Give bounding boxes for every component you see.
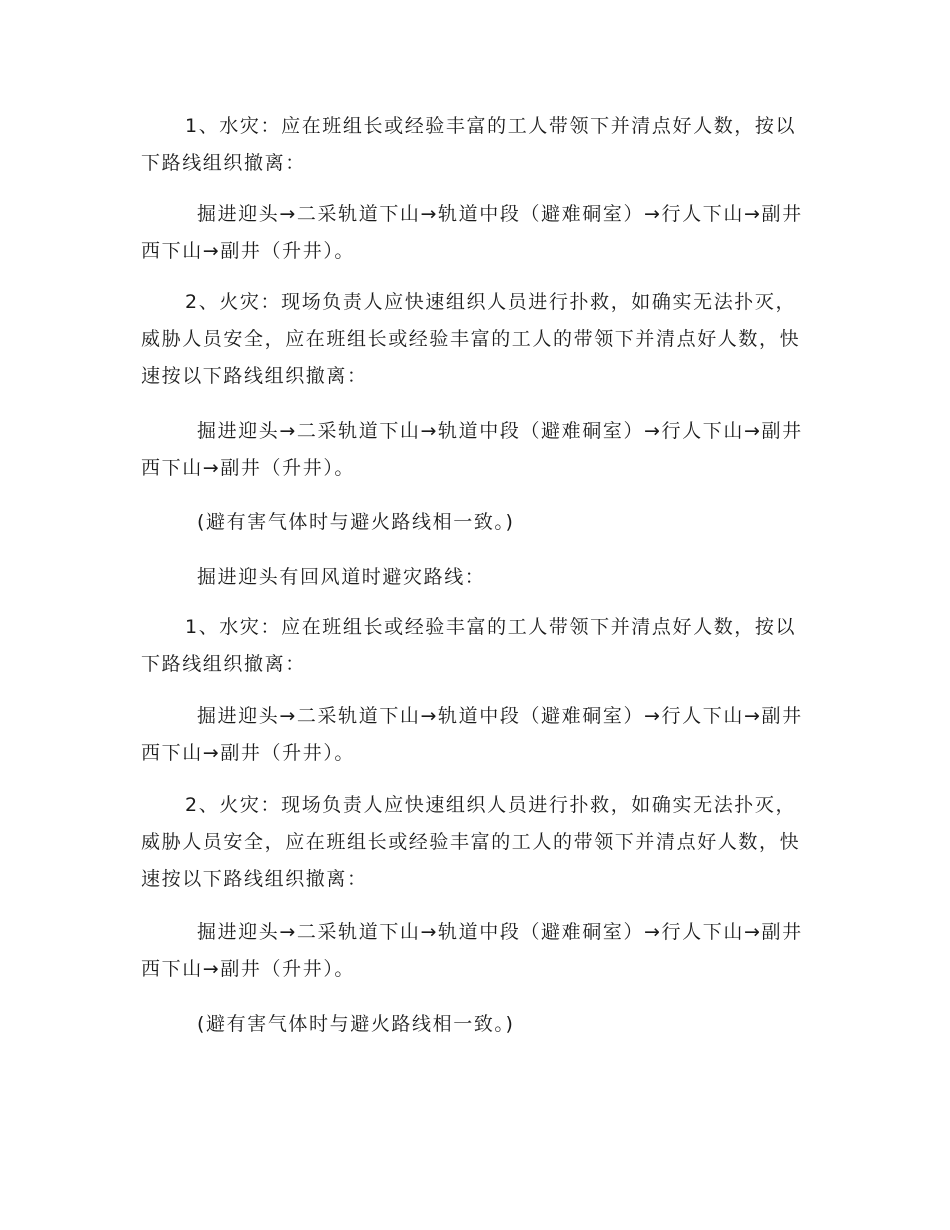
fire-disaster-instruction: 2、火灾：现场负责人应快速组织人员进行扑救，如确实无法扑灭，威胁人员安全，应在班组长或经验丰富的工人的带领下并清点好人数，快速按以下路线组织撤离： <box>141 291 801 387</box>
section-heading-return-airway: 掘进迎头有回风道时避灾路线： <box>197 566 486 588</box>
fire-evacuation-route-2: 掘进迎头→二采轨道下山→轨道中段（避难硐室）→行人下山→副井西下山→副井（升井）。 <box>141 921 803 980</box>
harmful-gas-note: (避有害气体时与避火路线相一致。) <box>197 511 515 533</box>
water-evacuation-route: 掘进迎头→二采轨道下山→轨道中段（避难硐室）→行人下山→副井西下山→副井（升井）。 <box>141 203 803 262</box>
fire-evacuation-route: 掘进迎头→二采轨道下山→轨道中段（避难硐室）→行人下山→副井西下山→副井（升井）。 <box>141 420 803 479</box>
water-disaster-instruction-2: 1、水灾：应在班组长或经验丰富的工人带领下并清点好人数，按以下路线组织撤离： <box>141 616 797 675</box>
fire-disaster-instruction-2: 2、火灾：现场负责人应快速组织人员进行扑救，如确实无法扑灭，威胁人员安全，应在班组长或经验丰富的工人的带领下并清点好人数，快速按以下路线组织撤离： <box>141 794 801 890</box>
water-evacuation-route-2: 掘进迎头→二采轨道下山→轨道中段（避难硐室）→行人下山→副井西下山→副井（升井）。 <box>141 705 803 764</box>
water-disaster-instruction: 1、水灾：应在班组长或经验丰富的工人带领下并清点好人数，按以下路线组织撤离： <box>141 115 797 174</box>
harmful-gas-note-2: (避有害气体时与避火路线相一致。) <box>197 1013 515 1035</box>
